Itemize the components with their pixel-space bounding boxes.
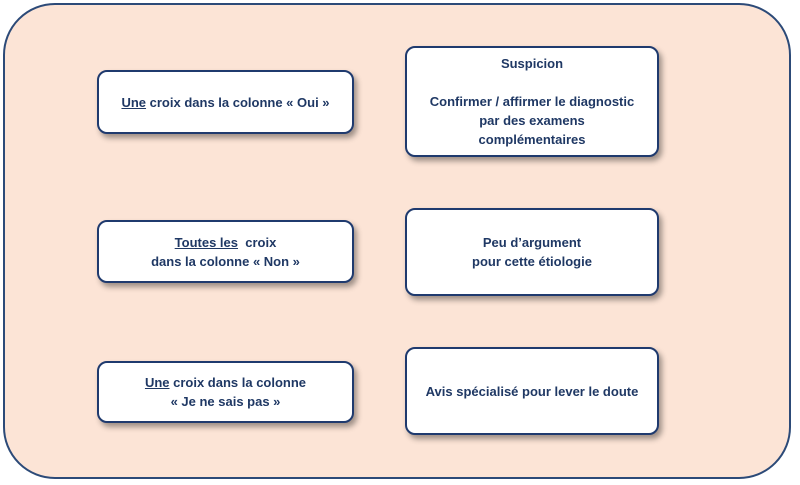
condition-non-box: [97, 220, 354, 283]
condition-oui-rest: croix dans la colonne « Oui »: [146, 94, 330, 110]
result-peu-argument-line2: pour cette étiologie: [472, 254, 592, 269]
condition-non-line1: [151, 233, 300, 252]
condition-oui-text: [121, 93, 329, 112]
result-avis-text: [426, 382, 639, 401]
condition-non-emphasis: Toutes les: [174, 234, 239, 250]
result-suspicion-line2: par des examens: [479, 113, 585, 128]
result-suspicion-title: Suspicion: [500, 56, 564, 71]
result-peu-argument-line1: Peu d’argument: [482, 235, 582, 250]
condition-non-text: [151, 233, 300, 271]
condition-non-line2: dans la colonne « Non »: [151, 253, 300, 269]
result-suspicion-text: [430, 54, 634, 149]
condition-nsp-emphasis: Une: [144, 375, 170, 390]
condition-nsp-rest: croix dans la colonne: [169, 375, 307, 390]
condition-nsp-text: [145, 373, 306, 411]
result-avis-box: [405, 347, 659, 435]
result-avis-line1: Avis spécialisé pour lever le doute: [425, 383, 639, 399]
condition-oui-emphasis: Une: [121, 94, 147, 110]
result-suspicion-box: [405, 46, 659, 157]
result-suspicion-spacer: [430, 73, 634, 92]
condition-nsp-line1: [145, 373, 306, 392]
condition-non-rest: croix: [238, 234, 277, 250]
result-peu-argument-text: [472, 233, 592, 271]
condition-nsp-line2: « Je ne sais pas »: [170, 394, 281, 409]
condition-oui-box: [97, 70, 354, 134]
result-suspicion-line1: Confirmer / affirmer le diagnostic: [429, 94, 635, 109]
result-peu-argument-box: [405, 208, 659, 296]
condition-nsp-box: [97, 361, 354, 423]
result-suspicion-line3: complémentaires: [478, 132, 586, 147]
